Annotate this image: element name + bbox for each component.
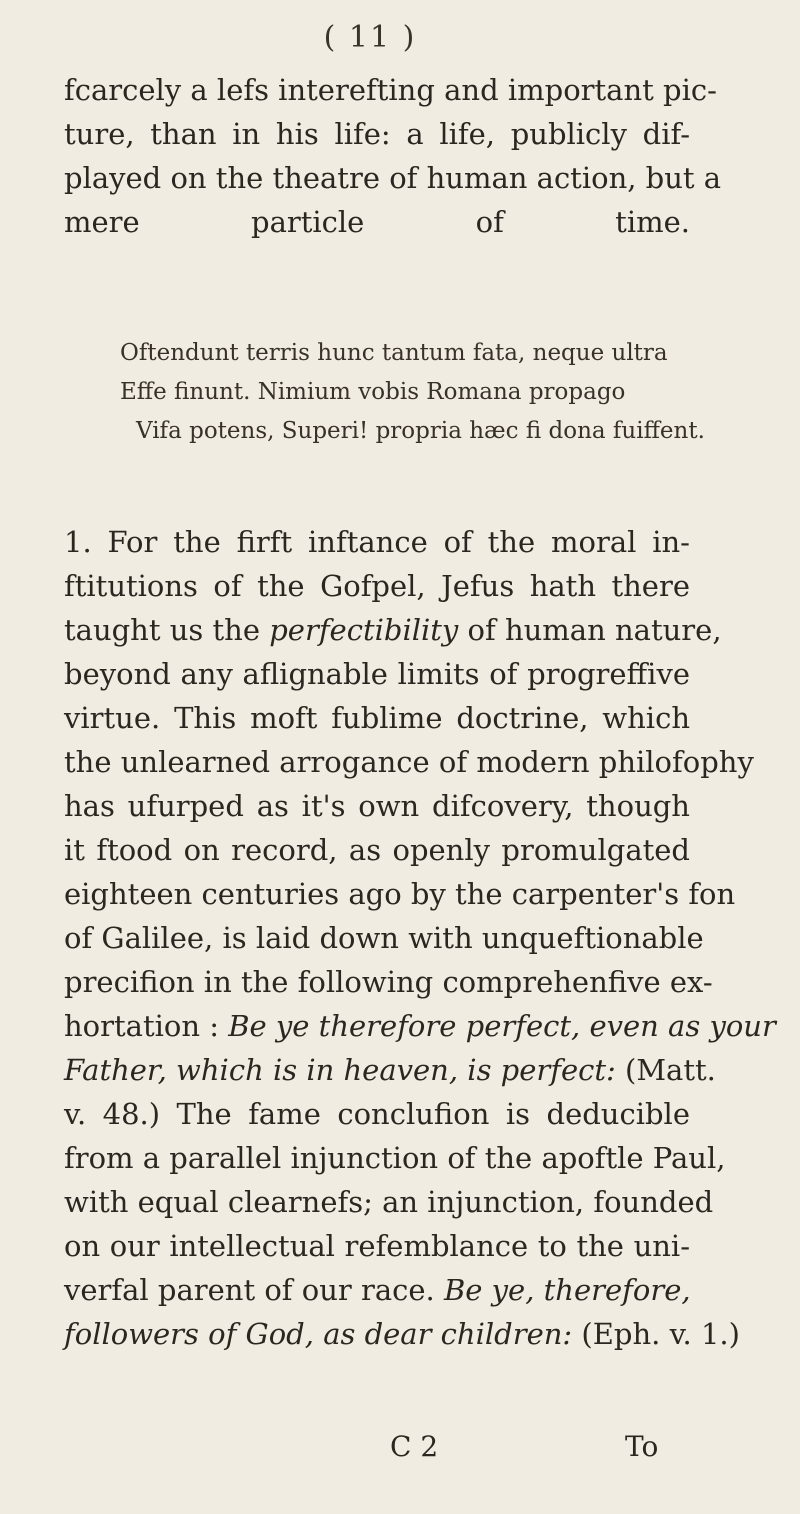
text-line: has ufurped as it's own difcovery, though xyxy=(64,789,690,823)
page-footer xyxy=(0,1430,800,1480)
text-line: eighteen centuries ago by the carpenter's fon xyxy=(64,877,736,911)
text-line: 1. For the firft inftance of the moral in- xyxy=(64,525,690,559)
text-line: fcarcely a lefs interefting and important pic- xyxy=(64,73,717,107)
verse-line: Effe finunt. Nimium vobis Romana propago xyxy=(120,379,626,405)
text-line: followers of God, as dear children: (Eph. v. 1.) xyxy=(64,1317,740,1351)
catchword: To xyxy=(625,1430,659,1463)
italic-quote: followers of God, as dear children: xyxy=(64,1317,573,1351)
text-line: taught us the perfectibility of human nature, xyxy=(64,613,722,647)
section-1-paragraph xyxy=(64,520,776,1356)
italic-quote: Be ye, therefore, xyxy=(443,1273,691,1307)
italic-quote: Be ye therefore perfect, even as your xyxy=(228,1009,776,1043)
verse-line: Oftendunt terris hunc tantum fata, neque ultra xyxy=(120,340,668,366)
text-line: of Galilee, is laid down with unqueftionable xyxy=(64,921,704,955)
text-line: with equal clearnefs; an injunction, founded xyxy=(64,1185,714,1219)
signature-mark: C 2 xyxy=(390,1430,439,1463)
text-line: v. 48.) The fame conclufion is deducible xyxy=(64,1097,690,1131)
text-line: virtue. This moft fublime doctrine, which xyxy=(64,701,690,735)
text-line: from a parallel injunction of the apoftle Paul, xyxy=(64,1141,726,1175)
text-line: precifion in the following comprehenfive ex- xyxy=(64,965,713,999)
text-line: beyond any aflignable limits of progreffive xyxy=(64,657,690,691)
text-line: ftitutions of the Gofpel, Jefus hath there xyxy=(64,569,690,603)
verse-line: Vifa potens, Superi! propria hæc fi dona fuiffent. xyxy=(136,418,705,444)
text-line: Father, which is in heaven, is perfect: (Matt. xyxy=(64,1053,716,1087)
text-line: it ftood on record, as openly promulgated xyxy=(64,833,690,867)
text-line: the unlearned arrogance of modern philofophy xyxy=(64,745,754,779)
text-line: hortation : Be ye therefore perfect, even as your xyxy=(64,1009,776,1043)
latin-verse xyxy=(120,334,705,451)
text-line: ture, than in his life: a life, publicly dif- xyxy=(64,117,690,151)
text-line: played on the theatre of human action, but a xyxy=(64,161,722,195)
text-line: mere particle of time. xyxy=(64,205,690,239)
italic-quote: Father, which is in heaven, is perfect: xyxy=(64,1053,616,1087)
page-number: ( 11 ) xyxy=(323,20,417,55)
intro-paragraph xyxy=(64,68,722,244)
text-line: verfal parent of our race. Be ye, therefore, xyxy=(64,1273,691,1307)
text-line: on our intellectual refemblance to the uni- xyxy=(64,1229,690,1263)
italic-term: perfectibility xyxy=(269,613,459,647)
